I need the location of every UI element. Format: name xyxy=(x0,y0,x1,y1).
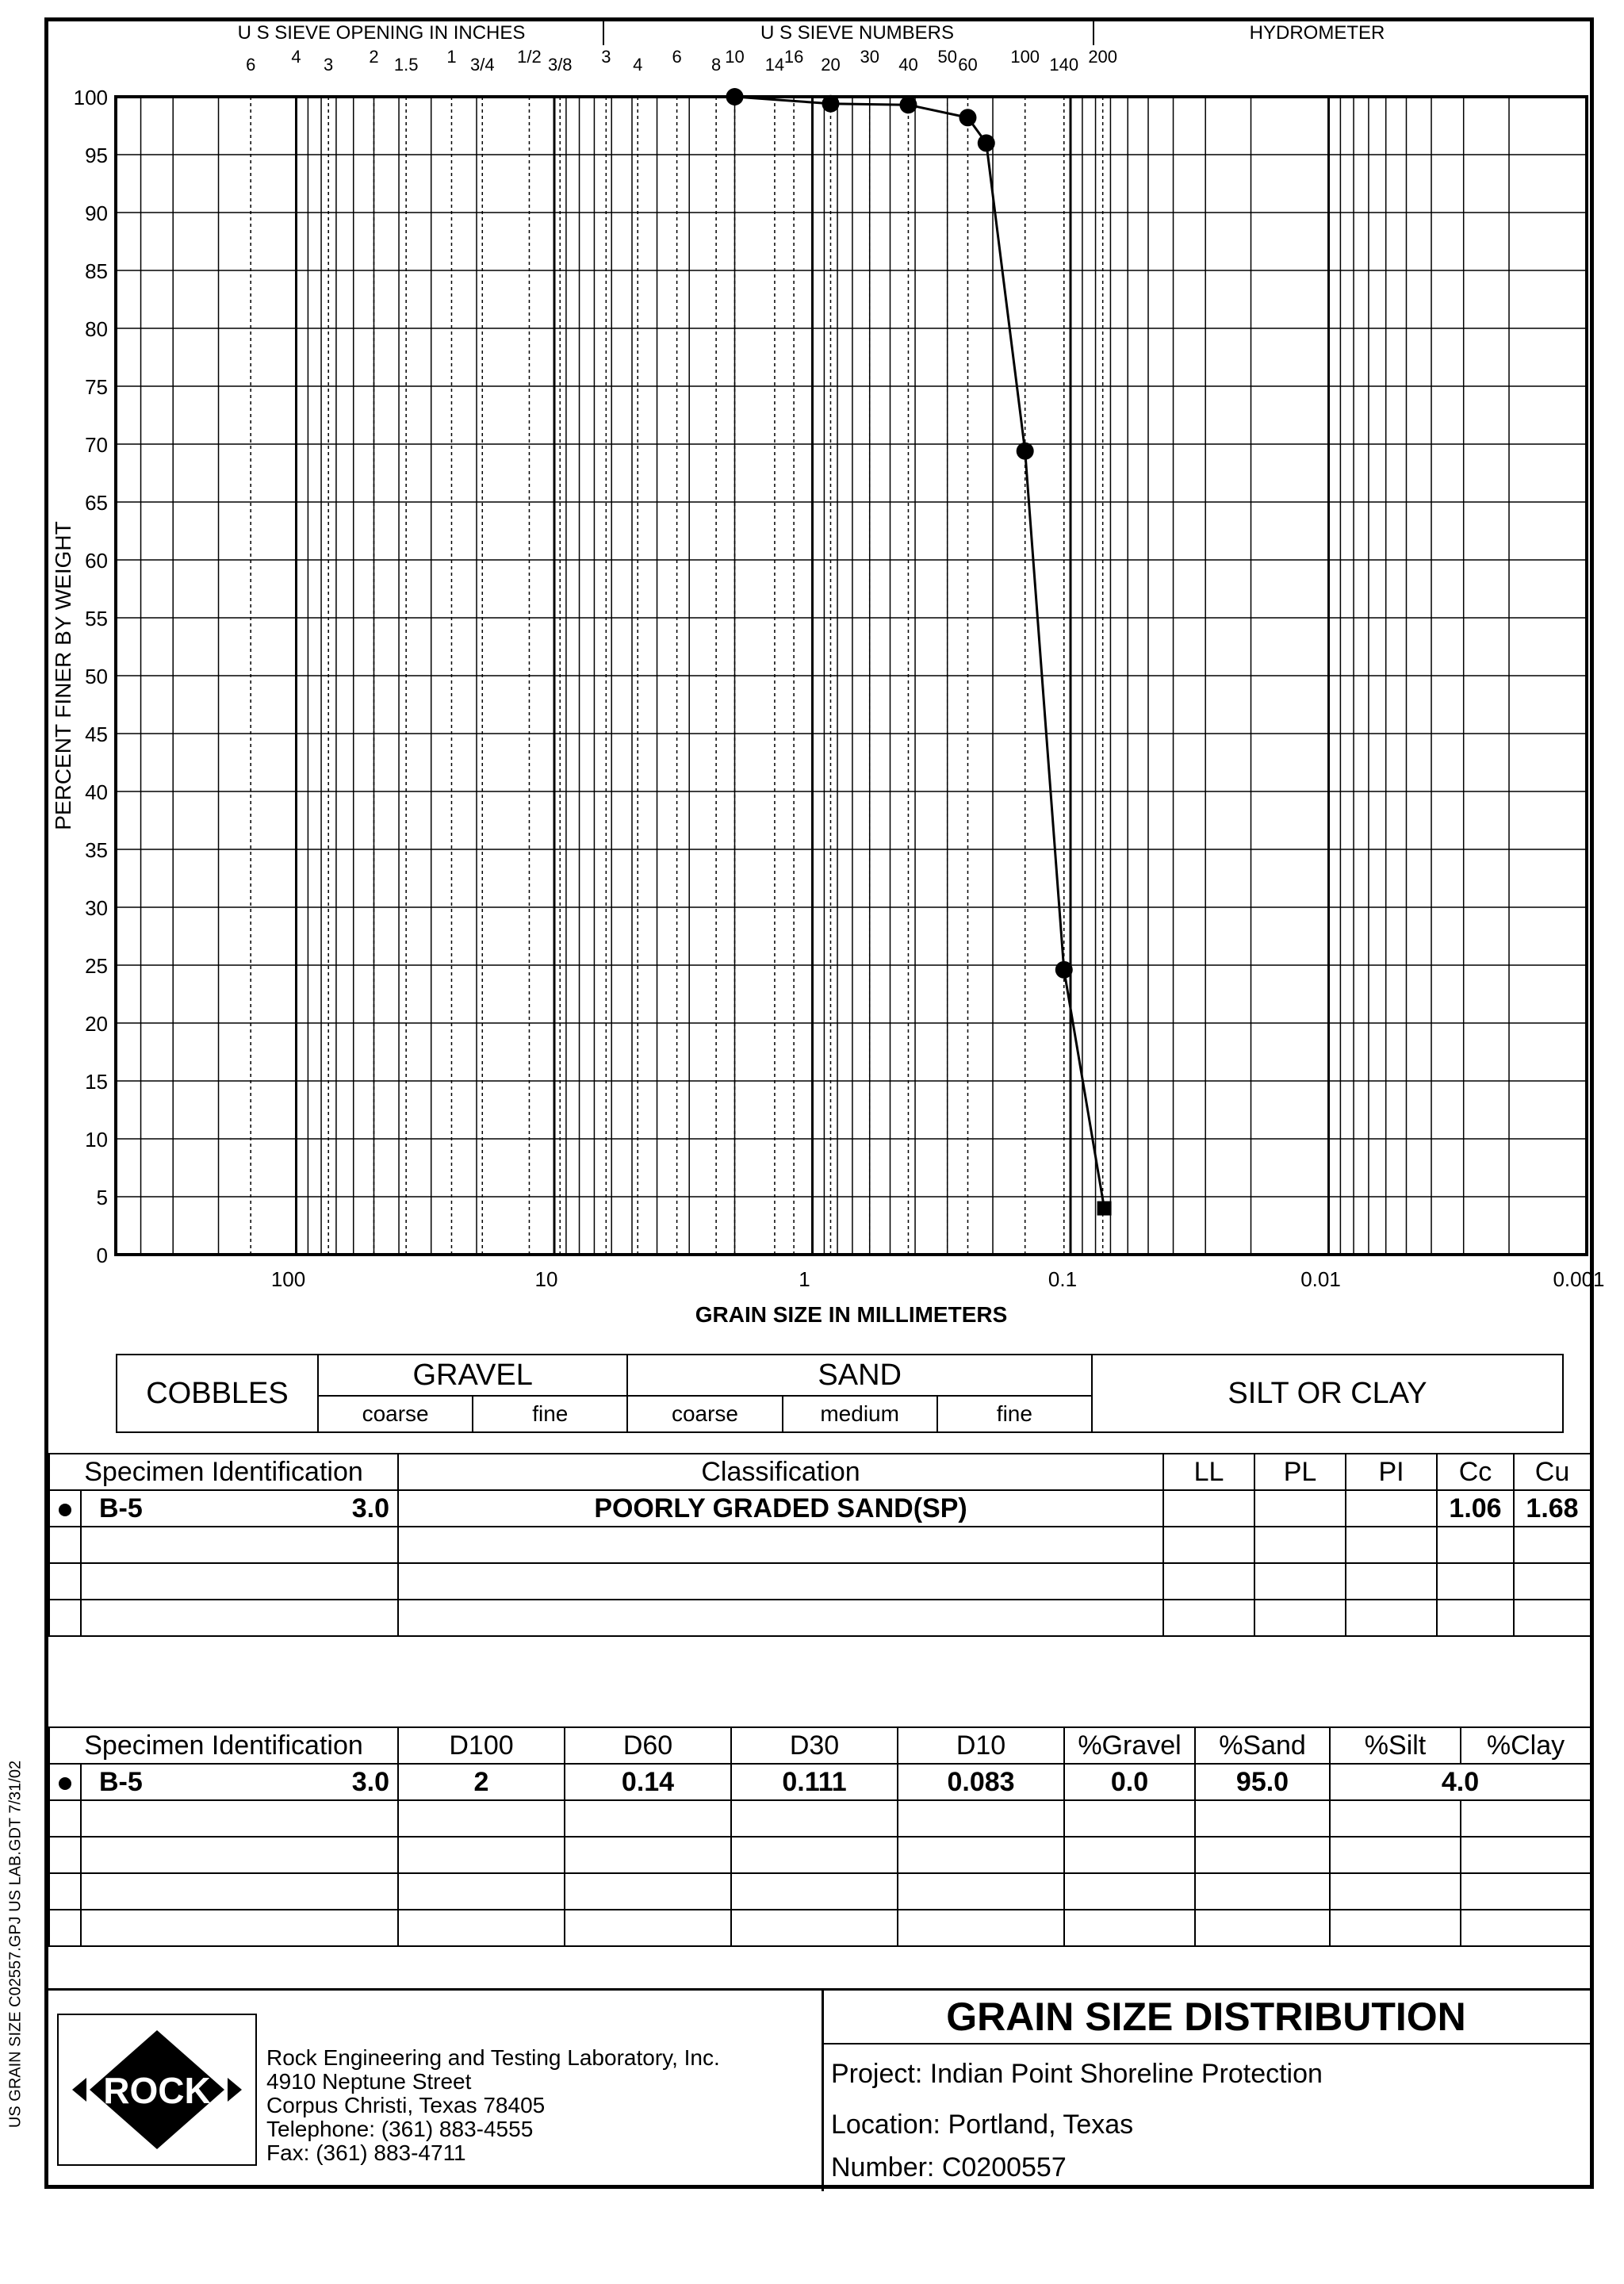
y-tick-label: 20 xyxy=(85,1012,108,1036)
side-note: US GRAIN SIZE C02557.GPJ US LAB.GDT 7/31/02 xyxy=(6,1760,25,2129)
table-row xyxy=(49,1910,1591,1946)
t2-specimen-id: B-5 xyxy=(99,1766,143,1797)
report-sheet xyxy=(44,17,1605,2189)
number-label: Number: xyxy=(831,2152,935,2182)
t2-silt-clay: 4.0 xyxy=(1330,1764,1591,1800)
t1-ll xyxy=(1163,1490,1254,1527)
sieve-label: 4 xyxy=(633,55,643,75)
y-tick-label: 95 xyxy=(85,144,108,167)
y-tick-label: 10 xyxy=(85,1128,108,1152)
t1-specimen-cell xyxy=(81,1490,398,1527)
company-fax: Fax: (361) 883-4711 xyxy=(266,2140,466,2165)
table-row xyxy=(49,1563,1591,1600)
y-tick-label: 85 xyxy=(85,259,108,283)
t2-header-d100: D100 xyxy=(398,1727,565,1764)
table-row xyxy=(49,1527,1591,1563)
soil-class-band xyxy=(116,1354,1564,1433)
t1-header-cc: Cc xyxy=(1437,1454,1514,1490)
sieve-label: 2 xyxy=(369,47,379,67)
sieve-label: 14 xyxy=(764,55,785,75)
table-row xyxy=(49,1600,1591,1636)
project-value: Indian Point Shoreline Protection xyxy=(929,2059,1323,2089)
sieve-label: 30 xyxy=(860,47,879,67)
t2-specimen-cell xyxy=(81,1764,398,1800)
gradation-table xyxy=(48,1726,1591,1947)
t2-header-d10: D10 xyxy=(898,1727,1064,1764)
logo-text: ROCK xyxy=(103,2070,211,2111)
sieve-label: 1.5 xyxy=(393,55,419,75)
t2-header-sand: %Sand xyxy=(1195,1727,1330,1764)
header-sieve-numbers: U S SIEVE NUMBERS xyxy=(760,22,955,44)
x-tick-label: 1 xyxy=(799,1267,810,1291)
data-point xyxy=(1017,443,1034,460)
x-tick-label: 10 xyxy=(534,1267,558,1291)
project-label: Project: xyxy=(831,2059,923,2089)
sieve-label: 4 xyxy=(291,47,301,67)
y-tick-label: 70 xyxy=(85,433,108,457)
x-tick-label: 0.01 xyxy=(1300,1267,1341,1291)
t2-d100: 2 xyxy=(398,1764,565,1800)
data-point xyxy=(822,95,839,113)
sand-fine-label: fine xyxy=(937,1396,1092,1432)
t2-specimen-depth: 3.0 xyxy=(351,1766,390,1797)
gravel-coarse-label: coarse xyxy=(318,1396,473,1432)
company-block xyxy=(48,1988,824,2191)
y-tick-label: 30 xyxy=(85,896,108,920)
t2-sand: 95.0 xyxy=(1195,1764,1330,1800)
x-tick-label: 0.1 xyxy=(1048,1267,1078,1291)
specimen-marker-icon xyxy=(49,1490,81,1527)
sieve-label: 1/2 xyxy=(517,47,542,67)
sieve-label: 16 xyxy=(783,47,804,67)
sieve-label: 3/8 xyxy=(547,55,573,75)
table-row xyxy=(49,1764,1591,1800)
t2-header-silt: %Silt xyxy=(1330,1727,1461,1764)
y-tick-label: 45 xyxy=(85,722,108,746)
y-tick-label: 100 xyxy=(73,86,108,109)
classification-table xyxy=(48,1453,1591,1637)
sieve-label: 100 xyxy=(1010,47,1040,67)
data-point xyxy=(899,96,917,113)
t2-gravel: 0.0 xyxy=(1064,1764,1195,1800)
y-tick-label: 25 xyxy=(85,954,108,978)
project-block xyxy=(822,1988,1591,2191)
series-line xyxy=(735,97,1105,1209)
data-point xyxy=(978,134,995,151)
y-tick-label: 35 xyxy=(85,838,108,862)
data-point-square xyxy=(1097,1201,1112,1216)
t1-classification: POORLY GRADED SAND(SP) xyxy=(398,1490,1163,1527)
table-row xyxy=(49,1837,1591,1873)
sieve-label: 1 xyxy=(446,47,457,67)
y-tick-label: 50 xyxy=(85,665,108,688)
t1-pi xyxy=(1346,1490,1437,1527)
y-tick-label: 75 xyxy=(85,375,108,399)
t1-header-cu: Cu xyxy=(1514,1454,1591,1490)
sieve-label: 3 xyxy=(324,55,334,75)
sieve-label: 60 xyxy=(958,55,978,75)
number-value: C0200557 xyxy=(941,2152,1067,2182)
sieve-label: 3/4 xyxy=(469,55,495,75)
t2-header-d30: D30 xyxy=(731,1727,898,1764)
data-point xyxy=(726,88,744,105)
t2-header-d60: D60 xyxy=(565,1727,731,1764)
t1-specimen-id: B-5 xyxy=(99,1493,143,1523)
y-tick-label: 60 xyxy=(85,549,108,573)
y-tick-label: 40 xyxy=(85,780,108,804)
table-row xyxy=(49,1873,1591,1910)
data-point xyxy=(959,109,976,126)
silt-clay-label: SILT OR CLAY xyxy=(1092,1355,1563,1432)
y-axis-title: PERCENT FINER BY WEIGHT xyxy=(51,521,75,830)
sieve-label: 140 xyxy=(1049,55,1079,75)
header-sieve-inches: U S SIEVE OPENING IN INCHES xyxy=(237,22,526,44)
t1-header-pi: PI xyxy=(1346,1454,1437,1490)
sand-medium-label: medium xyxy=(783,1396,937,1432)
t2-d30: 0.111 xyxy=(731,1764,898,1800)
t1-pl xyxy=(1254,1490,1346,1527)
sieve-label: 3 xyxy=(601,47,611,67)
sieve-label: 8 xyxy=(711,55,722,75)
sand-label: SAND xyxy=(627,1355,1092,1396)
table-row xyxy=(49,1490,1591,1527)
t1-specimen-depth: 3.0 xyxy=(351,1493,390,1523)
company-name: Rock Engineering and Testing Laboratory, Inc. xyxy=(266,2045,720,2070)
sieve-label: 200 xyxy=(1088,47,1118,67)
t2-d10: 0.083 xyxy=(898,1764,1064,1800)
sieve-label: 6 xyxy=(246,55,256,75)
location-label: Location: xyxy=(831,2110,940,2140)
t2-d60: 0.14 xyxy=(565,1764,731,1800)
location-value: Portland, Texas xyxy=(948,2110,1134,2140)
sieve-label: 6 xyxy=(672,47,682,67)
t2-header-gravel: %Gravel xyxy=(1064,1727,1195,1764)
gravel-fine-label: fine xyxy=(473,1396,627,1432)
y-tick-label: 80 xyxy=(85,317,108,341)
sand-coarse-label: coarse xyxy=(627,1396,782,1432)
sieve-label: 10 xyxy=(725,47,745,67)
header-hydrometer: HYDROMETER xyxy=(1249,22,1385,44)
gridlines xyxy=(116,97,1587,1255)
y-tick-label: 55 xyxy=(85,607,108,630)
cobbles-label: COBBLES xyxy=(117,1355,318,1432)
company-phone: Telephone: (361) 883-4555 xyxy=(266,2117,534,2141)
rock-logo-icon xyxy=(58,2014,256,2165)
x-axis-title: GRAIN SIZE IN MILLIMETERS xyxy=(695,1302,1008,1327)
t2-header-clay: %Clay xyxy=(1461,1727,1591,1764)
y-tick-label: 15 xyxy=(85,1070,108,1094)
y-tick-label: 5 xyxy=(96,1186,108,1209)
x-tick-label: 0.001 xyxy=(1553,1267,1605,1291)
t2-header-specimen: Specimen Identification xyxy=(49,1727,398,1764)
t1-header-classification: Classification xyxy=(398,1454,1163,1490)
data-point xyxy=(1055,961,1073,979)
t1-header-pl: PL xyxy=(1254,1454,1346,1490)
t1-cc: 1.06 xyxy=(1437,1490,1514,1527)
company-street: 4910 Neptune Street xyxy=(266,2069,472,2094)
x-tick-label: 100 xyxy=(270,1267,306,1291)
company-city: Corpus Christi, Texas 78405 xyxy=(266,2093,546,2117)
y-tick-label: 90 xyxy=(85,201,108,225)
report-title: GRAIN SIZE DISTRIBUTION xyxy=(822,1994,1591,2044)
y-tick-label: 65 xyxy=(85,491,108,515)
sieve-label: 40 xyxy=(898,55,918,75)
y-tick-label: 0 xyxy=(96,1244,108,1267)
t1-header-specimen: Specimen Identification xyxy=(49,1454,398,1490)
t1-cu: 1.68 xyxy=(1514,1490,1591,1527)
sieve-label: 50 xyxy=(937,47,957,67)
gravel-label: GRAVEL xyxy=(318,1355,627,1396)
sieve-label: 20 xyxy=(821,55,841,75)
table-row xyxy=(49,1800,1591,1837)
specimen-marker-icon xyxy=(49,1764,81,1800)
t1-header-ll: LL xyxy=(1163,1454,1254,1490)
grain-size-chart xyxy=(48,21,1605,1370)
